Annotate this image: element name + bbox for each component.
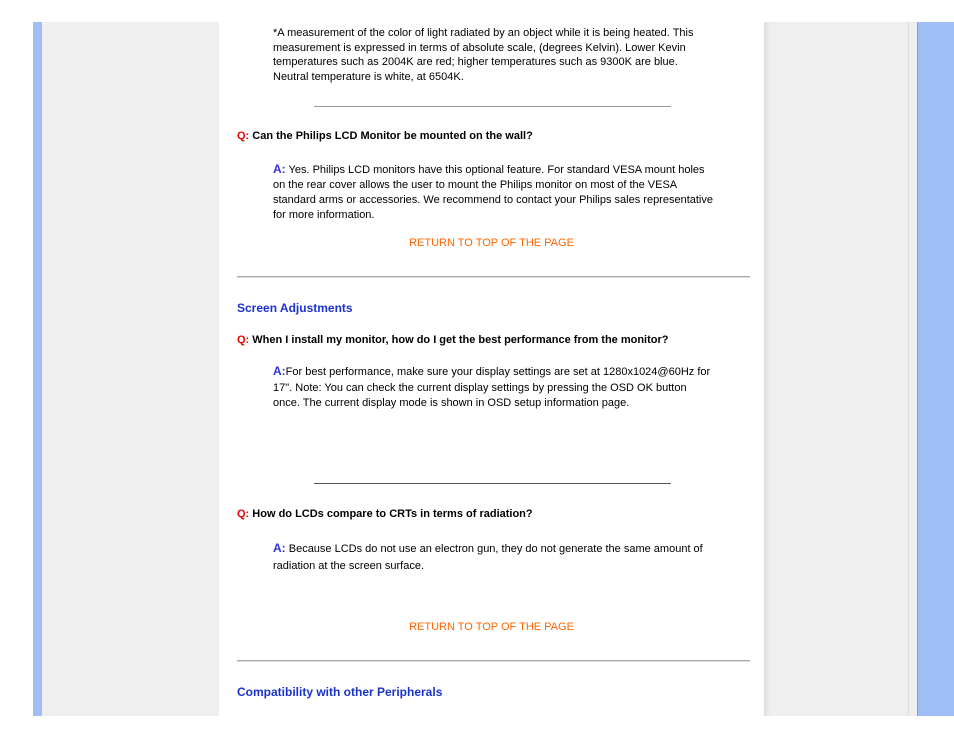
answer-text: For best performance, make sure your display settings are set at 1280x1024@60Hz for 17". Note: You can check the current display settings by pressing the OSD OK button once. The current display mode is shown in OSD setup information page. [273,366,711,409]
faq-question-wall-mount [237,130,533,142]
divider-long [237,660,750,662]
color-temperature-note: *A measurement of the color of light radiated by an object while it is being heated. This measurement is expressed in terms of absolute scale, (degrees Kelvin). Lower Kevin temperatures such as 2004K are red; higher temperatures such as 9300K are blue. Neutral temperature is white, at 6504K. [273,27,694,83]
return-to-top-link[interactable]: RETURN TO TOP OF THE PAGE [409,621,574,633]
answer-text: Yes. Philips LCD monitors have this optional feature. For standard VESA mount holes on the rear cover allows the user to mount the Philips monitor on most of the VESA standard arms or accessories. We recommend to contact your Philips sales representative for more information. [273,164,713,221]
faq-question-radiation [237,508,533,520]
question-label: Q: [237,130,250,142]
document-content [219,22,764,716]
faq-answer-wall-mount [273,162,713,223]
question-text: How do LCDs compare to CRTs in terms of radiation? [252,508,533,520]
answer-label: A: [273,541,286,555]
question-text: Can the Philips LCD Monitor be mounted on the wall? [252,130,533,142]
faq-answer-best-performance [273,364,713,412]
right-gray-column [764,22,917,716]
section-heading-compatibility: Compatibility with other Peripherals [237,685,443,699]
faq-answer-radiation [273,540,718,575]
answer-label: A: [273,364,286,378]
right-column-divider [908,22,909,716]
return-to-top-link[interactable]: RETURN TO TOP OF THE PAGE [409,237,574,249]
question-label: Q: [237,508,250,520]
question-text: When I install my monitor, how do I get the best performance from the monitor? [252,334,669,346]
left-gray-column [42,22,219,716]
faq-question-best-performance [237,334,669,346]
divider-short [314,483,671,484]
answer-label: A: [273,162,286,176]
answer-text: Because LCDs do not use an electron gun, they do not generate the same amount of radiation at the screen surface. [273,543,703,572]
divider-long [237,276,750,278]
divider-short [314,106,671,107]
section-heading-screen-adjustments: Screen Adjustments [237,301,353,315]
question-label: Q: [237,334,250,346]
right-blue-margin [917,22,954,716]
left-blue-margin [33,22,42,716]
